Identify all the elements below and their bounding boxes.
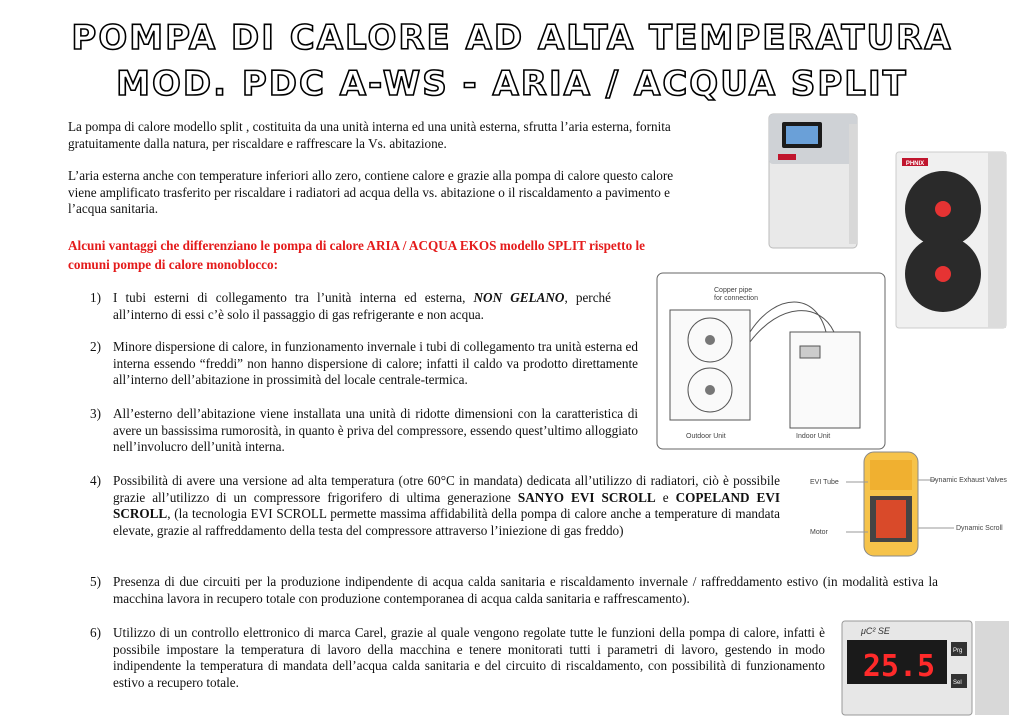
- intro-p2-line-2: viene amplificato trasferito per riscaldare i radiatori ad acqua della vs. abitazione o il riscaldamento a pavimento e: [68, 184, 670, 200]
- item-1-emphasis: NON GELANO: [473, 290, 565, 305]
- split-system-diagram: [656, 272, 886, 450]
- intro-p2-line-3: l’acqua sanitaria.: [68, 201, 159, 216]
- list-item: [113, 290, 611, 323]
- item-number: 6): [90, 625, 101, 640]
- item-1-text-post: , perché all’interno di essi c’è solo il passaggio di gas refrigerante e non acqua.: [113, 290, 611, 322]
- outdoor-unit-label: Outdoor Unit: [686, 433, 726, 440]
- list-item: Presenza di due circuiti per la produzione indipendente di acqua calda sanitaria e riscaldamento invernale / raffreddamento estivo (in modalità estiva la macchina lavora in recupero totale con produzione contemporanea di acqua calda sanitaria e raffrescamento).: [113, 574, 938, 606]
- dynamic-scroll-label: Dynamic Scroll: [956, 525, 1003, 532]
- controller-prg-button: Prg: [953, 648, 963, 654]
- item-number: 5): [90, 574, 101, 589]
- outdoor-unit-photo: [868, 104, 1020, 330]
- title-line-2: MOD. PDC A-WS - ARIA / ACQUA SPLIT: [116, 64, 908, 104]
- intro-p1-line-1: La pompa di calore modello split , costituita da una unità interna ed una unità esterna, sfrutta l’aria esterna, fornita: [68, 119, 671, 134]
- controller-display-value: 25.5: [862, 649, 936, 684]
- motor-label: Motor: [810, 529, 828, 536]
- for-connection-label: for connection: [714, 295, 758, 302]
- list-item: [113, 473, 780, 539]
- list-item: All’esterno dell’abitazione viene installata una unità di ridotte dimensioni con la caratteristica di avere un bassissima rumorosità, in quanto è priva del compressore, essendo quest’ultimo alloggiato nell’involucro dell’unità interna.: [113, 406, 638, 454]
- compressor-cutaway: [806, 450, 1024, 560]
- indoor-unit-photo: [754, 104, 874, 254]
- copper-pipe-label: Copper pipe: [714, 287, 753, 294]
- item-1-text-pre: I tubi esterni di collegamento tra l’unità interna ed esterna,: [113, 290, 474, 305]
- controller-brand: μC² SE: [861, 626, 890, 636]
- item-4-bold-2: COPELAND EVI SCROLL: [113, 489, 781, 521]
- indoor-unit-label: Indoor Unit: [796, 433, 831, 440]
- item-number: 1): [90, 290, 101, 305]
- item-number: 2): [90, 339, 101, 354]
- item-4-text-pre: Possibilità di avere una versione ad alta temperatura (otre 60°C in mandata) dedicata all’utilizzo di radiatori, ciò è possibile grazie all’utilizzo di un compressore frigorifero di ultima generazione: [113, 473, 780, 505]
- title-line-1: POMPA DI CALORE AD ALTA TEMPERATURA: [71, 18, 953, 58]
- intro-paragraph-1: [68, 119, 671, 152]
- item-number: 4): [90, 473, 101, 488]
- item-4-text-post: , (la tecnologia EVI SCROLL permette massima affidabilità della pompa di calore anche a temperature di mandata elevate, grazie al raffreddamento della testa del compressore attraverso l’iniezione di gas freddo): [113, 506, 780, 538]
- carel-controller: [841, 620, 1011, 716]
- evi-tube-label: EVI Tube: [810, 479, 839, 486]
- advantages-heading-line-1: Alcuni vantaggi che differenziano le pompa di calore ARIA / ACQUA EKOS modello SPLIT rispetto le: [68, 238, 645, 253]
- item-4-bold-1: SANYO EVI SCROLL: [517, 489, 656, 505]
- product-brand: PHNIX: [905, 161, 925, 167]
- item-number: 3): [90, 406, 101, 421]
- controller-sel-button: Sel: [953, 680, 962, 686]
- item-4-text-mid: e: [655, 489, 676, 505]
- advantages-heading: [68, 236, 645, 274]
- intro-p1-line-2: gratuitamente dalla natura, per riscaldare e raffrescare la Vs. abitazione.: [68, 135, 447, 151]
- exhaust-valve-label: Dynamic Exhaust Valves: [930, 477, 1007, 484]
- list-item: Minore dispersione di calore, in funzionamento invernale i tubi di collegamento tra unità esterna ed interna essendo “freddi” non hanno dispersione di calore; infatti il caldo va prodotto direttamente all’interno dell’abitazione in prossimità del locale centrale-termica.: [113, 339, 638, 387]
- intro-paragraph-2: [68, 168, 673, 218]
- intro-p2-line-1: L’aria esterna anche con temperature inferiori allo zero, contiene calore e grazie alla pompa di calore questo calore: [68, 168, 674, 183]
- advantages-heading-line-2: comuni pompe di calore monoblocco:: [68, 257, 279, 272]
- list-item: Utilizzo di un controllo elettronico di marca Carel, grazie al quale vengono regolate tutte le funzioni della pompa di calore, infatti è possibile impostare la temperatura di lavoro della macchina e tenere monitorati tutti i parametri di lavoro, gestendo in modo indipendente la temperatura di mandata dell’acqua calda sanitaria e del circuito di riscaldamento, con possibilità di funzionamento estivo a recupero totale.: [113, 625, 825, 690]
